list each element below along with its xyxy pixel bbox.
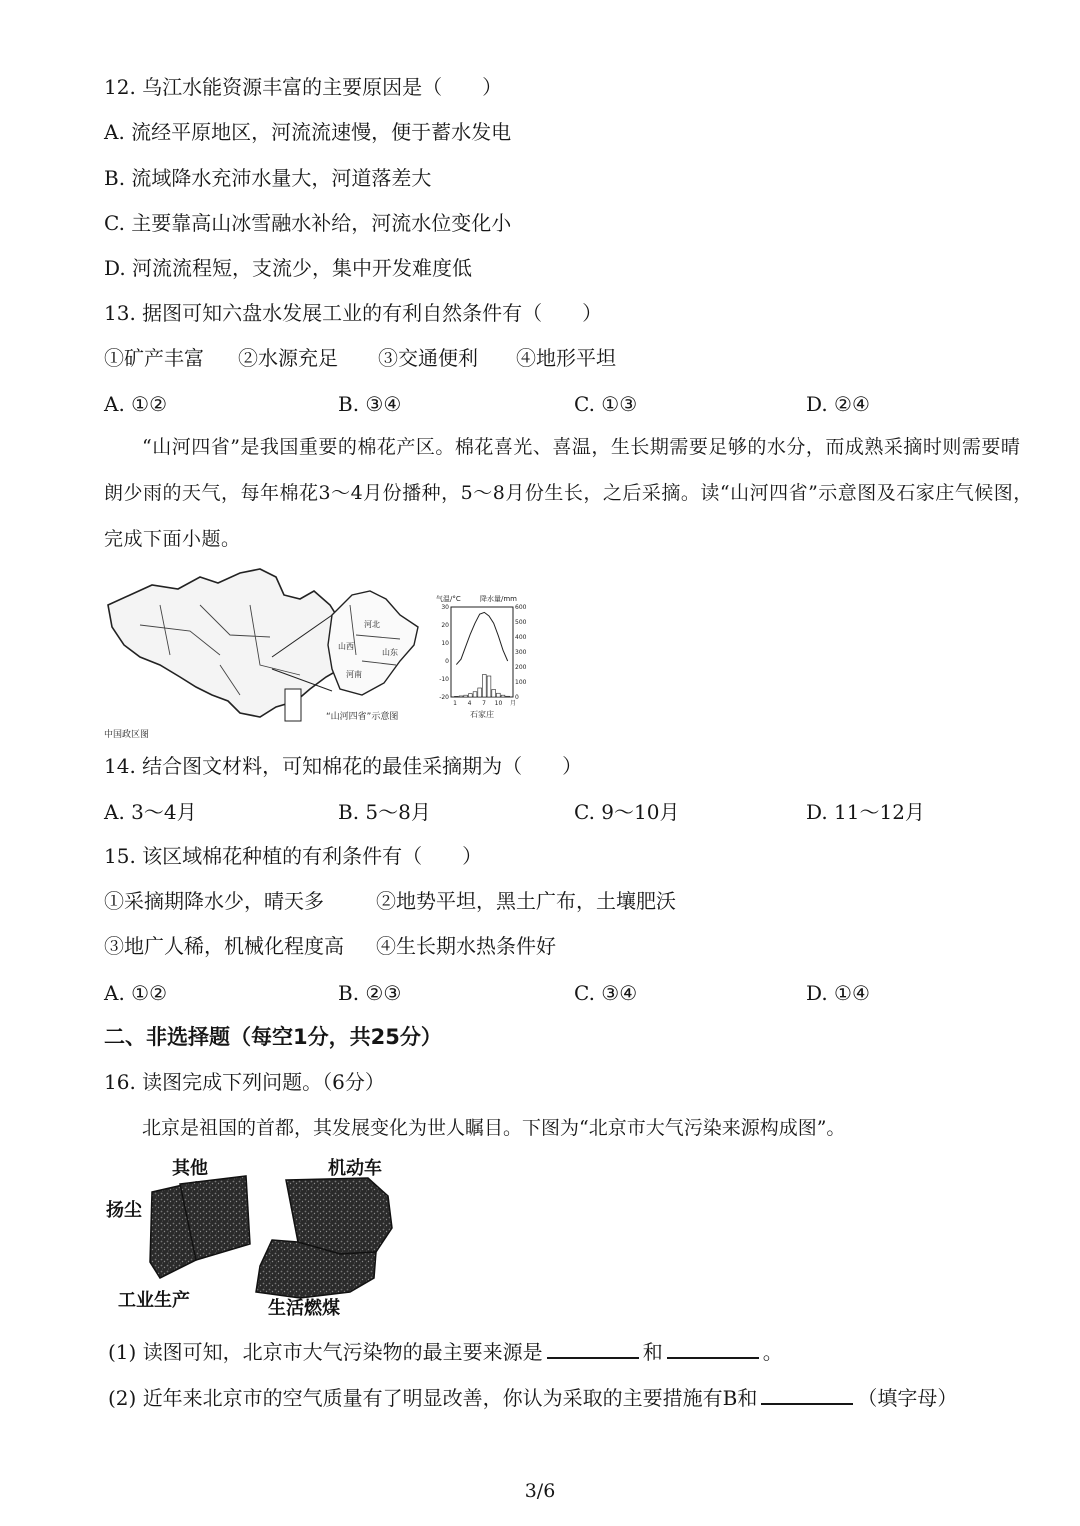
- month-tick-label: 7: [482, 700, 486, 707]
- q16-stem: 16. 读图完成下列问题。（6分）: [104, 1070, 385, 1094]
- q13-option-d: D. ②④: [806, 392, 870, 416]
- temp-tick-label: 10: [441, 640, 449, 647]
- month-tick-label: 10: [494, 700, 503, 707]
- q13-condition-2: ②水源充足: [238, 346, 338, 370]
- precip-tick-label: 200: [515, 664, 527, 671]
- q12-option-b: B. 流域降水充沛水量大，河道落差大: [104, 166, 432, 190]
- precip-tick-label: 400: [515, 634, 527, 641]
- q14-option-c: C. 9～10月: [574, 800, 680, 824]
- q15-condition-3: ③地广人稀，机械化程度高: [104, 934, 344, 958]
- q15-option-c: C. ③④: [574, 981, 638, 1005]
- precip-bar: [478, 688, 482, 697]
- climate-chart-caption: 石家庄: [470, 710, 494, 719]
- page-number: 3/6: [524, 1480, 556, 1502]
- month-tick-label: 1: [453, 700, 457, 707]
- answer-blank-2[interactable]: [667, 1339, 759, 1359]
- answer-blank-3[interactable]: [761, 1385, 853, 1405]
- precip-bar: [468, 694, 472, 697]
- pie-label-other: 其他: [172, 1158, 208, 1179]
- q14-stem: 14. 结合图文材料，可知棉花的最佳采摘期为（ ）: [104, 754, 583, 778]
- temp-tick-label: -10: [439, 676, 449, 683]
- q15-option-b: B. ②③: [338, 981, 402, 1005]
- pie-label-coal: 生活燃煤: [268, 1298, 340, 1319]
- q16-intro: 北京是祖国的首都，其发展变化为世人瞩目。下图为“北京市大气污染来源构成图”。: [142, 1117, 846, 1139]
- precip-bar: [496, 693, 500, 697]
- precip-bar: [501, 695, 505, 697]
- q15-condition-4: ④生长期水热条件好: [376, 934, 556, 958]
- q15-option-d: D. ①④: [806, 981, 870, 1005]
- precip-bar: [464, 695, 468, 697]
- q12-option-d: D. 河流流程短，支流少，集中开发难度低: [104, 256, 473, 280]
- temp-tick-label: 0: [445, 658, 449, 665]
- q13-option-c: C. ①③: [574, 392, 638, 416]
- temp-axis-label: 气温/°C: [436, 595, 461, 603]
- q14-option-a: A. 3～4月: [104, 800, 197, 824]
- pie-label-vehicle: 机动车: [328, 1158, 382, 1179]
- q14-option-d: D. 11～12月: [806, 800, 925, 824]
- precip-tick-label: 100: [515, 679, 527, 686]
- q16-sub1-mid: 和: [642, 1340, 663, 1364]
- q16-sub1-text: (1) 读图可知，北京市大气污染物的最主要来源是: [108, 1340, 543, 1364]
- q13-option-b: B. ③④: [338, 392, 402, 416]
- region-label-shandong: 山东: [382, 648, 398, 657]
- precip-bar: [473, 692, 477, 697]
- china-map-caption: 中国政区图: [104, 730, 150, 740]
- precip-tick-label: 0: [515, 694, 519, 701]
- temp-tick-label: 30: [441, 604, 449, 611]
- precip-tick-label: 500: [515, 619, 527, 626]
- section-heading: 二、非选择题（每空1分，共25分）: [104, 1025, 442, 1049]
- precip-bar: [459, 696, 463, 697]
- q16-sub1-end: 。: [762, 1340, 783, 1364]
- precip-bar: [506, 696, 510, 697]
- precip-bar: [454, 696, 458, 697]
- q15-condition-1: ①采摘期降水少，晴天多: [104, 889, 324, 913]
- precip-bar: [482, 675, 486, 698]
- region-label-shanxi: 山西: [338, 642, 354, 651]
- q15-option-a: A. ①②: [104, 981, 168, 1005]
- q15-stem: 15. 该区域棉花种植的有利条件有（ ）: [104, 844, 483, 868]
- q12-option-a: A. 流经平原地区，河流流速慢，便于蓄水发电: [104, 120, 512, 144]
- temp-tick-label: 20: [441, 622, 449, 629]
- climate-chart: [436, 594, 527, 719]
- month-tick-label: 月: [509, 700, 517, 707]
- q14-option-b: B. 5～8月: [338, 800, 431, 824]
- q16-sub2-end: （填字母）: [857, 1386, 958, 1410]
- q13-option-a: A. ①②: [104, 392, 168, 416]
- china-map: [108, 569, 346, 717]
- q13-condition-3: ③交通便利: [378, 346, 478, 370]
- q12-option-c: C. 主要靠高山冰雪融水补给，河流水位变化小: [104, 211, 512, 235]
- precip-tick-label: 300: [515, 649, 527, 656]
- passage-cotton: [104, 424, 1034, 562]
- month-tick-label: 4: [467, 700, 472, 707]
- temp-tick-label: -20: [439, 694, 449, 701]
- region-label-hebei: 河北: [364, 620, 380, 629]
- figure-cotton: [100, 565, 540, 745]
- q13-condition-4: ④地形平坦: [516, 346, 616, 370]
- answer-blank-1[interactable]: [547, 1339, 639, 1359]
- precip-axis-label: 降水量/mm: [480, 595, 517, 603]
- q12-stem: 12. 乌江水能资源丰富的主要原因是（ ）: [104, 75, 503, 99]
- precip-bar: [492, 690, 496, 698]
- pie-label-dust: 扬尘: [106, 1200, 142, 1221]
- precip-bar: [487, 676, 491, 697]
- region-label-henan: 河南: [346, 670, 362, 679]
- q13-stem: 13. 据图可知六盘水发展工业的有利自然条件有（ ）: [104, 301, 603, 325]
- q13-condition-1: ①矿产丰富: [104, 346, 204, 370]
- pollution-pie: [100, 1150, 410, 1325]
- passage-cotton-text: “山河四省”是我国重要的棉花产区。棉花喜光、喜温，生长期需要足够的水分，而成熟采摘时则需要晴朗少雨的天气，每年棉花3～4月份播种，5～8月份生长，之后采摘。读“山河四省”示意图及石家庄气候图，完成下面小题。: [104, 436, 1033, 550]
- q16-sub2-text: (2) 近年来北京市的空气质量有了明显改善，你认为采取的主要措施有B和: [108, 1386, 758, 1410]
- q16-sub2: [108, 1384, 957, 1412]
- q15-condition-2: ②地势平坦，黑土广布，土壤肥沃: [376, 889, 676, 913]
- region-map-caption: “山河四省”示意图: [326, 712, 399, 722]
- precip-tick-label: 600: [515, 604, 527, 611]
- pie-label-industry: 工业生产: [118, 1290, 190, 1311]
- q16-sub1: [108, 1338, 783, 1366]
